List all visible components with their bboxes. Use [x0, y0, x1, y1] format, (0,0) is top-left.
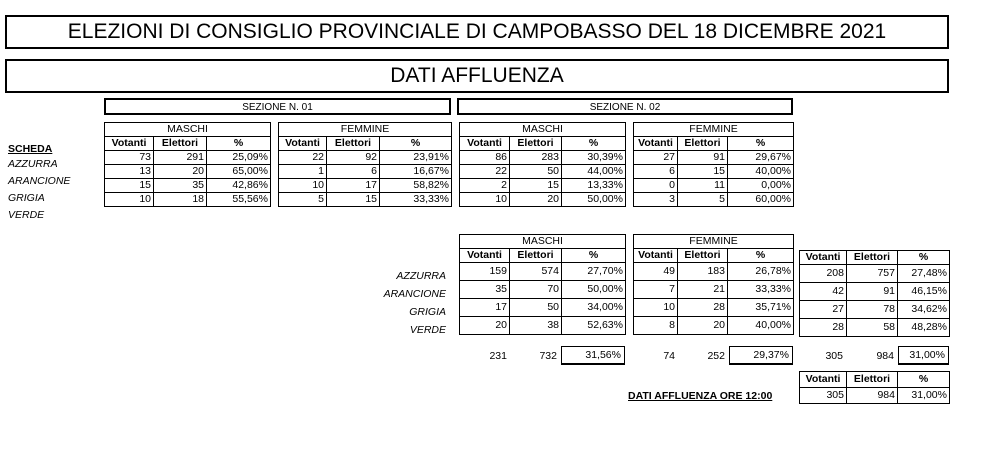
cell: 92	[327, 151, 380, 165]
table-row	[634, 299, 794, 317]
cell: 50,00%	[562, 193, 626, 207]
cell: 208	[800, 265, 847, 283]
cell: 52,63%	[562, 317, 626, 335]
cell: 15	[327, 193, 380, 207]
col-votanti: Votanti	[460, 249, 510, 263]
cell: 13,33%	[562, 179, 626, 193]
group-label: FEMMINE	[634, 235, 794, 249]
table-row	[105, 165, 271, 179]
table-row	[279, 179, 452, 193]
col-pct: %	[562, 249, 626, 263]
cell: 22	[279, 151, 327, 165]
cell: 291	[154, 151, 207, 165]
col-votanti: Votanti	[800, 372, 847, 388]
table-row	[800, 301, 950, 319]
group-label: MASCHI	[460, 235, 626, 249]
cell: 27	[800, 301, 847, 319]
cell: 29,67%	[728, 151, 794, 165]
col-votanti: Votanti	[105, 137, 154, 151]
cell: 6	[634, 165, 678, 179]
table-row	[634, 151, 794, 165]
cell: 34,62%	[898, 301, 950, 319]
table-row	[800, 388, 950, 404]
cell: 15	[105, 179, 154, 193]
cell: 73	[105, 151, 154, 165]
cell: 10	[460, 193, 510, 207]
cell: 159	[460, 263, 510, 281]
cell: 16,67%	[380, 165, 452, 179]
col-votanti: Votanti	[279, 137, 327, 151]
cell: 48,28%	[898, 319, 950, 337]
col-pct: %	[728, 137, 794, 151]
cell: 35	[154, 179, 207, 193]
col-votanti: Votanti	[634, 137, 678, 151]
cell: 91	[847, 283, 898, 301]
table-row	[800, 319, 950, 337]
dati-affluenza-table	[799, 371, 950, 404]
cell: 20	[154, 165, 207, 179]
cell: 0	[634, 179, 678, 193]
sum-femmine-votanti: 74	[663, 350, 675, 362]
cell: 30,39%	[562, 151, 626, 165]
cell: 11	[678, 179, 728, 193]
cell: 15	[510, 179, 562, 193]
page-subtitle: DATI AFFLUENZA	[5, 59, 949, 93]
sum-maschi-votanti: 231	[489, 350, 507, 362]
cell: 3	[634, 193, 678, 207]
cell: 26,78%	[728, 263, 794, 281]
cell: 20	[678, 317, 728, 335]
col-elettori: Elettori	[154, 137, 207, 151]
tot-tutti-table	[799, 250, 950, 337]
cell: 27,70%	[562, 263, 626, 281]
tot-femmine-table	[633, 234, 794, 335]
cell: 65,00%	[207, 165, 271, 179]
table-row	[460, 179, 626, 193]
cell: 27	[634, 151, 678, 165]
cell: 20	[460, 317, 510, 335]
cell: 40,00%	[728, 165, 794, 179]
cell: 27,48%	[898, 265, 950, 283]
sezione-2-header: SEZIONE N. 02	[457, 98, 793, 115]
page-title: ELEZIONI DI CONSIGLIO PROVINCIALE DI CAMPOBASSO DEL 18 DICEMBRE 2021	[5, 15, 949, 49]
table-row	[634, 317, 794, 335]
row-label-verde-tot: VERDE	[409, 324, 446, 336]
group-label: FEMMINE	[279, 123, 452, 137]
cell: 7	[634, 281, 678, 299]
cell: 10	[634, 299, 678, 317]
dati-affluenza-label: DATI AFFLUENZA ORE 12:00	[628, 390, 773, 402]
row-label-arancione: ARANCIONE	[8, 175, 71, 187]
table-row	[460, 193, 626, 207]
group-label: FEMMINE	[634, 123, 794, 137]
dati-votanti: 305	[800, 388, 847, 404]
cell: 42,86%	[207, 179, 271, 193]
table-row	[634, 281, 794, 299]
cell: 42	[800, 283, 847, 301]
cell: 55,56%	[207, 193, 271, 207]
sum-maschi-pct: 31,56%	[561, 346, 625, 365]
table-row	[634, 193, 794, 207]
cell: 58	[847, 319, 898, 337]
cell: 18	[154, 193, 207, 207]
col-votanti: Votanti	[460, 137, 510, 151]
col-elettori: Elettori	[678, 249, 728, 263]
sum-femmine-elettori: 252	[707, 350, 725, 362]
col-pct: %	[898, 251, 950, 265]
col-votanti: Votanti	[634, 249, 678, 263]
cell: 35,71%	[728, 299, 794, 317]
col-elettori: Elettori	[510, 249, 562, 263]
col-pct: %	[380, 137, 452, 151]
dati-elettori: 984	[847, 388, 898, 404]
cell: 20	[510, 193, 562, 207]
cell: 91	[678, 151, 728, 165]
sez2-maschi-table	[459, 122, 626, 207]
col-pct: %	[562, 137, 626, 151]
cell: 13	[105, 165, 154, 179]
cell: 2	[460, 179, 510, 193]
cell: 25,09%	[207, 151, 271, 165]
cell: 283	[510, 151, 562, 165]
col-elettori: Elettori	[678, 137, 728, 151]
cell: 28	[678, 299, 728, 317]
cell: 46,15%	[898, 283, 950, 301]
sum-tutti-votanti: 305	[825, 350, 843, 362]
cell: 15	[678, 165, 728, 179]
table-row	[634, 263, 794, 281]
sez1-femmine-table	[278, 122, 452, 207]
cell: 49	[634, 263, 678, 281]
cell: 23,91%	[380, 151, 452, 165]
col-pct: %	[898, 372, 950, 388]
sez1-maschi-table	[104, 122, 271, 207]
row-label-verde: VERDE	[8, 209, 45, 221]
cell: 34,00%	[562, 299, 626, 317]
table-row	[460, 317, 626, 335]
cell: 6	[327, 165, 380, 179]
row-label-azzurra: AZZURRA	[8, 158, 58, 170]
scheda-label: SCHEDA	[8, 143, 53, 155]
col-elettori: Elettori	[847, 372, 898, 388]
table-row	[279, 151, 452, 165]
sez2-femmine-table	[633, 122, 794, 207]
cell: 8	[634, 317, 678, 335]
cell: 60,00%	[728, 193, 794, 207]
cell: 10	[105, 193, 154, 207]
cell: 1	[279, 165, 327, 179]
table-row	[460, 165, 626, 179]
cell: 33,33%	[728, 281, 794, 299]
cell: 21	[678, 281, 728, 299]
cell: 35	[460, 281, 510, 299]
cell: 5	[279, 193, 327, 207]
table-row	[105, 151, 271, 165]
cell: 0,00%	[728, 179, 794, 193]
cell: 22	[460, 165, 510, 179]
sezione-1-header: SEZIONE N. 01	[104, 98, 451, 115]
table-row	[460, 263, 626, 281]
table-row	[460, 151, 626, 165]
cell: 10	[279, 179, 327, 193]
cell: 50	[510, 299, 562, 317]
group-label: MASCHI	[460, 123, 626, 137]
cell: 50	[510, 165, 562, 179]
cell: 17	[327, 179, 380, 193]
table-row	[279, 193, 452, 207]
cell: 70	[510, 281, 562, 299]
table-row	[800, 265, 950, 283]
cell: 50,00%	[562, 281, 626, 299]
cell: 183	[678, 263, 728, 281]
cell: 38	[510, 317, 562, 335]
table-row	[460, 281, 626, 299]
cell: 757	[847, 265, 898, 283]
cell: 33,33%	[380, 193, 452, 207]
row-label-grigia-tot: GRIGIA	[409, 306, 446, 318]
sum-maschi-elettori: 732	[539, 350, 557, 362]
col-votanti: Votanti	[800, 251, 847, 265]
row-label-azzurra-tot: AZZURRA	[396, 270, 446, 282]
cell: 44,00%	[562, 165, 626, 179]
row-label-arancione-tot: ARANCIONE	[383, 288, 446, 300]
table-row	[460, 299, 626, 317]
table-row	[800, 283, 950, 301]
tot-maschi-table	[459, 234, 626, 335]
sum-tutti-elettori: 984	[876, 350, 894, 362]
table-row	[634, 165, 794, 179]
row-label-grigia: GRIGIA	[8, 192, 45, 204]
dati-pct: 31,00%	[898, 388, 950, 404]
cell: 17	[460, 299, 510, 317]
cell: 574	[510, 263, 562, 281]
col-pct: %	[728, 249, 794, 263]
table-row	[105, 179, 271, 193]
table-row	[279, 165, 452, 179]
col-elettori: Elettori	[510, 137, 562, 151]
sum-tutti-pct: 31,00%	[898, 346, 949, 365]
cell: 78	[847, 301, 898, 319]
col-elettori: Elettori	[847, 251, 898, 265]
cell: 86	[460, 151, 510, 165]
cell: 58,82%	[380, 179, 452, 193]
table-row	[105, 193, 271, 207]
cell: 5	[678, 193, 728, 207]
cell: 28	[800, 319, 847, 337]
table-row	[634, 179, 794, 193]
sum-femmine-pct: 29,37%	[729, 346, 793, 365]
cell: 40,00%	[728, 317, 794, 335]
group-label: MASCHI	[105, 123, 271, 137]
col-pct: %	[207, 137, 271, 151]
col-elettori: Elettori	[327, 137, 380, 151]
